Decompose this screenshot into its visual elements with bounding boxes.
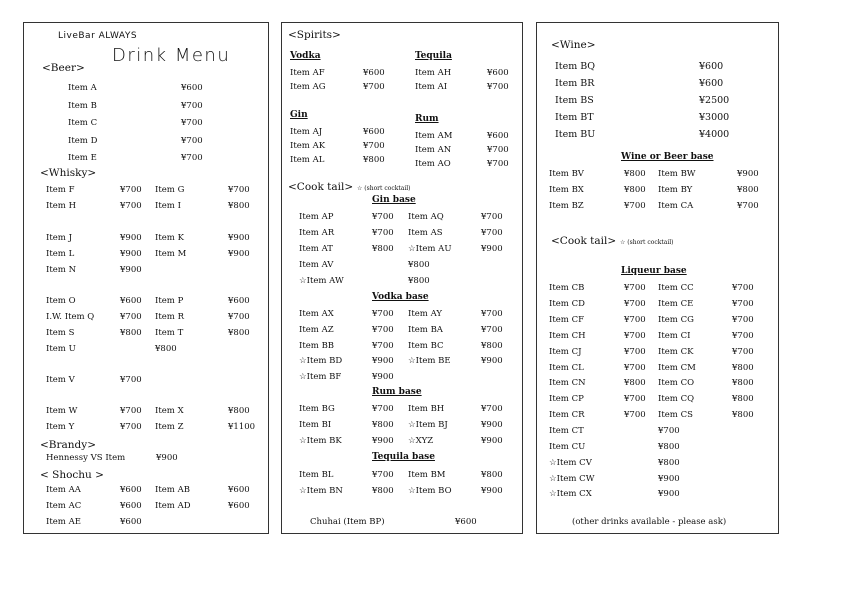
spirit-price: ¥800	[363, 155, 385, 165]
wine-item: Item BS	[555, 95, 594, 106]
rum-cocktail-item: Item BI	[299, 420, 332, 430]
liqueur-item: Item CN	[549, 378, 586, 388]
vodka-cocktail-price: ¥900	[481, 356, 503, 366]
tequila-cocktail-price: ¥900	[481, 486, 503, 496]
liqueur-price: ¥700	[732, 331, 754, 341]
whisky-item: Item X	[155, 406, 184, 416]
chuhai-item: Chuhai (Item BP)	[310, 517, 385, 527]
shochu-item: Item AD	[155, 501, 191, 511]
whisky-item: Item T	[155, 328, 184, 338]
wine-header: <Wine>	[551, 39, 596, 51]
gin-cocktail-item: Item AQ	[408, 212, 444, 222]
whisky-item: Item U	[46, 344, 76, 354]
rum-base-label: Rum base	[372, 387, 422, 397]
wine-beer-price: ¥700	[737, 201, 759, 211]
spirit-item: Item AJ	[290, 127, 323, 137]
whisky-price: ¥900	[228, 233, 250, 243]
wine-price: ¥4000	[699, 129, 730, 140]
whisky-price: ¥700	[120, 312, 142, 322]
gin-cocktail-price: ¥700	[372, 228, 394, 238]
vodka-cocktail-item: ☆Item BF	[299, 372, 342, 382]
beer-item: Item C	[68, 118, 98, 128]
liqueur-price: ¥700	[624, 299, 646, 309]
spirits-header: <Spirits>	[288, 29, 341, 41]
gin-cocktail-item: Item AR	[299, 228, 335, 238]
cocktail-header: <Cook tail>	[288, 181, 354, 193]
rum-label: Rum	[415, 114, 439, 124]
cocktail-header-right: <Cook tail>	[551, 235, 617, 247]
tequila-cocktail-price: ¥800	[481, 470, 503, 480]
shochu-price: ¥600	[120, 501, 142, 511]
tequila-cocktail-item: Item BM	[408, 470, 446, 480]
whisky-price: ¥700	[120, 201, 142, 211]
rum-cocktail-price: ¥900	[372, 436, 394, 446]
whisky-item: Item H	[46, 201, 76, 211]
liqueur-price: ¥700	[624, 410, 646, 420]
gin-cocktail-item: ¥800	[408, 276, 430, 286]
vodka-label: Vodka	[290, 51, 321, 61]
wine-beer-item: Item BY	[658, 185, 693, 195]
liqueur-price: ¥700	[732, 299, 754, 309]
rum-cocktail-price: ¥900	[481, 420, 503, 430]
liqueur-price: ¥700	[624, 283, 646, 293]
tequila-cocktail-price: ¥700	[372, 470, 394, 480]
beer-item: Item E	[68, 153, 97, 163]
vodka-cocktail-item: Item AZ	[299, 325, 334, 335]
shochu-price: ¥600	[120, 517, 142, 527]
wine-beer-price: ¥800	[624, 185, 646, 195]
wine-beer-base-label: Wine or Beer base	[621, 152, 714, 162]
wine-beer-item: Item BW	[658, 169, 696, 179]
whisky-price: ¥800	[228, 406, 250, 416]
gin-cocktail-item: Item AS	[408, 228, 443, 238]
gin-cocktail-item: Item AP	[299, 212, 334, 222]
liqueur-price: ¥700	[732, 283, 754, 293]
gin-base-label: Gin base	[372, 195, 416, 205]
spirit-price: ¥700	[487, 159, 509, 169]
beer-item: Item D	[68, 136, 98, 146]
spirit-item: Item AH	[415, 68, 452, 78]
liqueur-item: Item CB	[549, 283, 585, 293]
whisky-price: ¥1100	[228, 422, 256, 432]
whisky-price: ¥900	[228, 249, 250, 259]
vodka-cocktail-item: Item BB	[299, 341, 335, 351]
tequila-label: Tequila	[415, 51, 452, 61]
liqueur-price: ¥700	[624, 331, 646, 341]
liqueur-item: ☆Item CX	[549, 489, 592, 499]
tequila-base-label: Tequila base	[372, 452, 435, 462]
whisky-price: ¥600	[120, 296, 142, 306]
liqueur-price: ¥800	[732, 410, 754, 420]
liqueur-item: Item CG	[658, 315, 694, 325]
vodka-cocktail-item: Item AY	[408, 309, 442, 319]
wine-item: Item BR	[555, 78, 595, 89]
whisky-item: Item G	[155, 185, 185, 195]
spirit-price: ¥600	[363, 68, 385, 78]
whisky-price: ¥700	[228, 312, 250, 322]
brandy-price: ¥900	[156, 453, 178, 463]
spirit-price: ¥700	[363, 82, 385, 92]
whisky-price: ¥800	[228, 201, 250, 211]
beer-price: ¥700	[181, 101, 203, 111]
rum-cocktail-price: ¥800	[372, 420, 394, 430]
wine-price: ¥2500	[699, 95, 730, 106]
wine-beer-price: ¥700	[624, 201, 646, 211]
liqueur-item: Item CR	[549, 410, 585, 420]
wine-beer-price: ¥800	[737, 185, 759, 195]
gin-cocktail-item: ¥800	[408, 260, 430, 270]
liqueur-price: ¥800	[658, 458, 680, 468]
spirit-item: Item AG	[290, 82, 326, 92]
whisky-item: Item R	[155, 312, 184, 322]
spirit-price: ¥700	[487, 145, 509, 155]
liqueur-base-label: Liqueur base	[621, 266, 687, 276]
page-title: Drink Menu	[112, 45, 231, 66]
brandy-header: <Brandy>	[40, 439, 97, 451]
liqueur-price: ¥700	[624, 347, 646, 357]
whisky-price: ¥700	[228, 185, 250, 195]
vodka-cocktail-item: ☆Item BD	[299, 356, 343, 366]
liqueur-item: Item CP	[549, 394, 584, 404]
beer-price: ¥600	[181, 83, 203, 93]
wine-price: ¥600	[699, 61, 724, 72]
whisky-item: Item Y	[46, 422, 75, 432]
wine-item: Item BU	[555, 129, 596, 140]
vodka-cocktail-price: ¥700	[372, 325, 394, 335]
liqueur-item: Item CQ	[658, 394, 695, 404]
gin-cocktail-item: ☆Item AU	[408, 244, 452, 254]
whisky-item: ¥800	[155, 344, 177, 354]
gin-label: Gin	[290, 110, 308, 120]
liqueur-item: Item CE	[658, 299, 694, 309]
whisky-item: Item Z	[155, 422, 184, 432]
liqueur-price: ¥800	[624, 378, 646, 388]
brandy-item: Hennessy VS Item	[46, 453, 126, 463]
gin-cocktail-price: ¥700	[481, 212, 503, 222]
liqueur-item: Item CO	[658, 378, 695, 388]
spirit-price: ¥600	[363, 127, 385, 137]
gin-cocktail-price: ¥800	[372, 244, 394, 254]
vodka-cocktail-price: ¥700	[481, 325, 503, 335]
spirit-price: ¥600	[487, 131, 509, 141]
beer-price: ¥700	[181, 153, 203, 163]
liqueur-price: ¥900	[658, 489, 680, 499]
wine-beer-price: ¥900	[737, 169, 759, 179]
vodka-cocktail-price: ¥700	[372, 309, 394, 319]
whisky-item: Item M	[155, 249, 187, 259]
wine-item: Item BQ	[555, 61, 595, 72]
spirit-item: Item AI	[415, 82, 448, 92]
gin-cocktail-price: ¥700	[372, 212, 394, 222]
shochu-item: Item AC	[46, 501, 82, 511]
spirit-price: ¥700	[363, 141, 385, 151]
wine-price: ¥3000	[699, 112, 730, 123]
rum-cocktail-item: ☆XYZ	[408, 436, 434, 446]
whisky-item: Item V	[46, 375, 75, 385]
whisky-item: I.W. Item Q	[46, 312, 95, 322]
liqueur-item: Item CC	[658, 283, 694, 293]
liqueur-item: ☆Item CV	[549, 458, 592, 468]
whisky-item: Item K	[155, 233, 184, 243]
shochu-item: Item AE	[46, 517, 81, 527]
tequila-cocktail-price: ¥800	[372, 486, 394, 496]
whisky-price: ¥900	[120, 249, 142, 259]
whisky-item: Item N	[46, 265, 77, 275]
liqueur-item: ☆Item CW	[549, 474, 595, 484]
beer-header: <Beer>	[42, 62, 85, 74]
whisky-price: ¥700	[120, 375, 142, 385]
liqueur-item: Item CS	[658, 410, 693, 420]
whisky-price: ¥700	[120, 422, 142, 432]
whisky-price: ¥800	[228, 328, 250, 338]
whisky-price: ¥700	[120, 406, 142, 416]
shochu-price: ¥600	[228, 501, 250, 511]
shochu-price: ¥600	[228, 485, 250, 495]
spirit-price: ¥700	[487, 82, 509, 92]
brand-name: LiveBar ALWAYS	[58, 31, 138, 41]
liqueur-item: Item CU	[549, 442, 586, 452]
spirit-item: Item AM	[415, 131, 453, 141]
vodka-cocktail-item: Item AX	[299, 309, 334, 319]
gin-cocktail-price: ¥700	[481, 228, 503, 238]
liqueur-item: Item CM	[658, 363, 696, 373]
liqueur-price: ¥900	[658, 474, 680, 484]
vodka-cocktail-item: ☆Item BE	[408, 356, 451, 366]
liqueur-price: ¥700	[732, 347, 754, 357]
whisky-item: Item J	[46, 233, 72, 243]
tequila-cocktail-item: ☆Item BN	[299, 486, 343, 496]
whisky-item: Item W	[46, 406, 78, 416]
gin-cocktail-item: ☆Item AW	[299, 276, 344, 286]
spirit-item: Item AF	[290, 68, 325, 78]
liqueur-item: Item CI	[658, 331, 691, 341]
spirit-item: Item AL	[290, 155, 325, 165]
wine-beer-price: ¥800	[624, 169, 646, 179]
vodka-cocktail-price: ¥700	[372, 341, 394, 351]
liqueur-item: Item CL	[549, 363, 584, 373]
beer-price: ¥700	[181, 136, 203, 146]
liqueur-item: Item CK	[658, 347, 694, 357]
shochu-header: < Shochu >	[40, 469, 104, 481]
whisky-item: Item F	[46, 185, 75, 195]
beer-item: Item A	[68, 83, 97, 93]
footer-note: (other drinks available - please ask)	[572, 517, 727, 527]
liqueur-price: ¥700	[658, 426, 680, 436]
shochu-price: ¥600	[120, 485, 142, 495]
spirit-price: ¥600	[487, 68, 509, 78]
shochu-item: Item AB	[155, 485, 190, 495]
beer-price: ¥700	[181, 118, 203, 128]
wine-beer-item: Item CA	[658, 201, 694, 211]
wine-price: ¥600	[699, 78, 724, 89]
whisky-price: ¥700	[120, 185, 142, 195]
cocktail-note-right: ☆ (short cocktail)	[620, 239, 674, 246]
liqueur-item: Item CD	[549, 299, 585, 309]
liqueur-price: ¥800	[732, 363, 754, 373]
vodka-cocktail-price: ¥800	[481, 341, 503, 351]
whisky-item: Item O	[46, 296, 76, 306]
rum-cocktail-item: Item BH	[408, 404, 445, 414]
wine-beer-item: Item BZ	[549, 201, 584, 211]
vodka-cocktail-price: ¥700	[481, 309, 503, 319]
shochu-item: Item AA	[46, 485, 81, 495]
cocktail-note: ☆ (short cocktail)	[357, 185, 411, 192]
whisky-price: ¥900	[120, 233, 142, 243]
whisky-price: ¥800	[120, 328, 142, 338]
liqueur-item: Item CT	[549, 426, 584, 436]
vodka-cocktail-price: ¥900	[372, 356, 394, 366]
liqueur-price: ¥700	[624, 394, 646, 404]
liqueur-price: ¥800	[732, 378, 754, 388]
wine-beer-item: Item BV	[549, 169, 584, 179]
liqueur-price: ¥700	[732, 315, 754, 325]
vodka-cocktail-item: Item BC	[408, 341, 444, 351]
liqueur-item: Item CJ	[549, 347, 582, 357]
gin-cocktail-item: Item AV	[299, 260, 334, 270]
liqueur-price: ¥700	[624, 363, 646, 373]
chuhai-price: ¥600	[455, 517, 477, 527]
spirit-item: Item AN	[415, 145, 452, 155]
whisky-item: Item P	[155, 296, 184, 306]
rum-cocktail-price: ¥700	[481, 404, 503, 414]
vodka-base-label: Vodka base	[372, 292, 429, 302]
vodka-cocktail-price: ¥900	[372, 372, 394, 382]
rum-cocktail-item: ☆Item BK	[299, 436, 342, 446]
spirit-item: Item AO	[415, 159, 451, 169]
whisky-header: <Whisky>	[40, 167, 97, 179]
rum-cocktail-price: ¥700	[372, 404, 394, 414]
rum-cocktail-item: Item BG	[299, 404, 335, 414]
liqueur-price: ¥800	[658, 442, 680, 452]
gin-cocktail-item: Item AT	[299, 244, 333, 254]
spirit-item: Item AK	[290, 141, 326, 151]
whisky-price: ¥600	[228, 296, 250, 306]
rum-cocktail-price: ¥900	[481, 436, 503, 446]
liqueur-price: ¥700	[624, 315, 646, 325]
liqueur-item: Item CF	[549, 315, 584, 325]
wine-beer-item: Item BX	[549, 185, 584, 195]
whisky-item: Item I	[155, 201, 181, 211]
liqueur-item: Item CH	[549, 331, 586, 341]
tequila-cocktail-item: Item BL	[299, 470, 334, 480]
whisky-item: Item S	[46, 328, 75, 338]
gin-cocktail-price: ¥900	[481, 244, 503, 254]
whisky-price: ¥900	[120, 265, 142, 275]
tequila-cocktail-item: ☆Item BO	[408, 486, 452, 496]
whisky-item: Item L	[46, 249, 75, 259]
vodka-cocktail-item: Item BA	[408, 325, 443, 335]
wine-item: Item BT	[555, 112, 594, 123]
beer-item: Item B	[68, 101, 97, 111]
liqueur-price: ¥800	[732, 394, 754, 404]
rum-cocktail-item: ☆Item BJ	[408, 420, 448, 430]
